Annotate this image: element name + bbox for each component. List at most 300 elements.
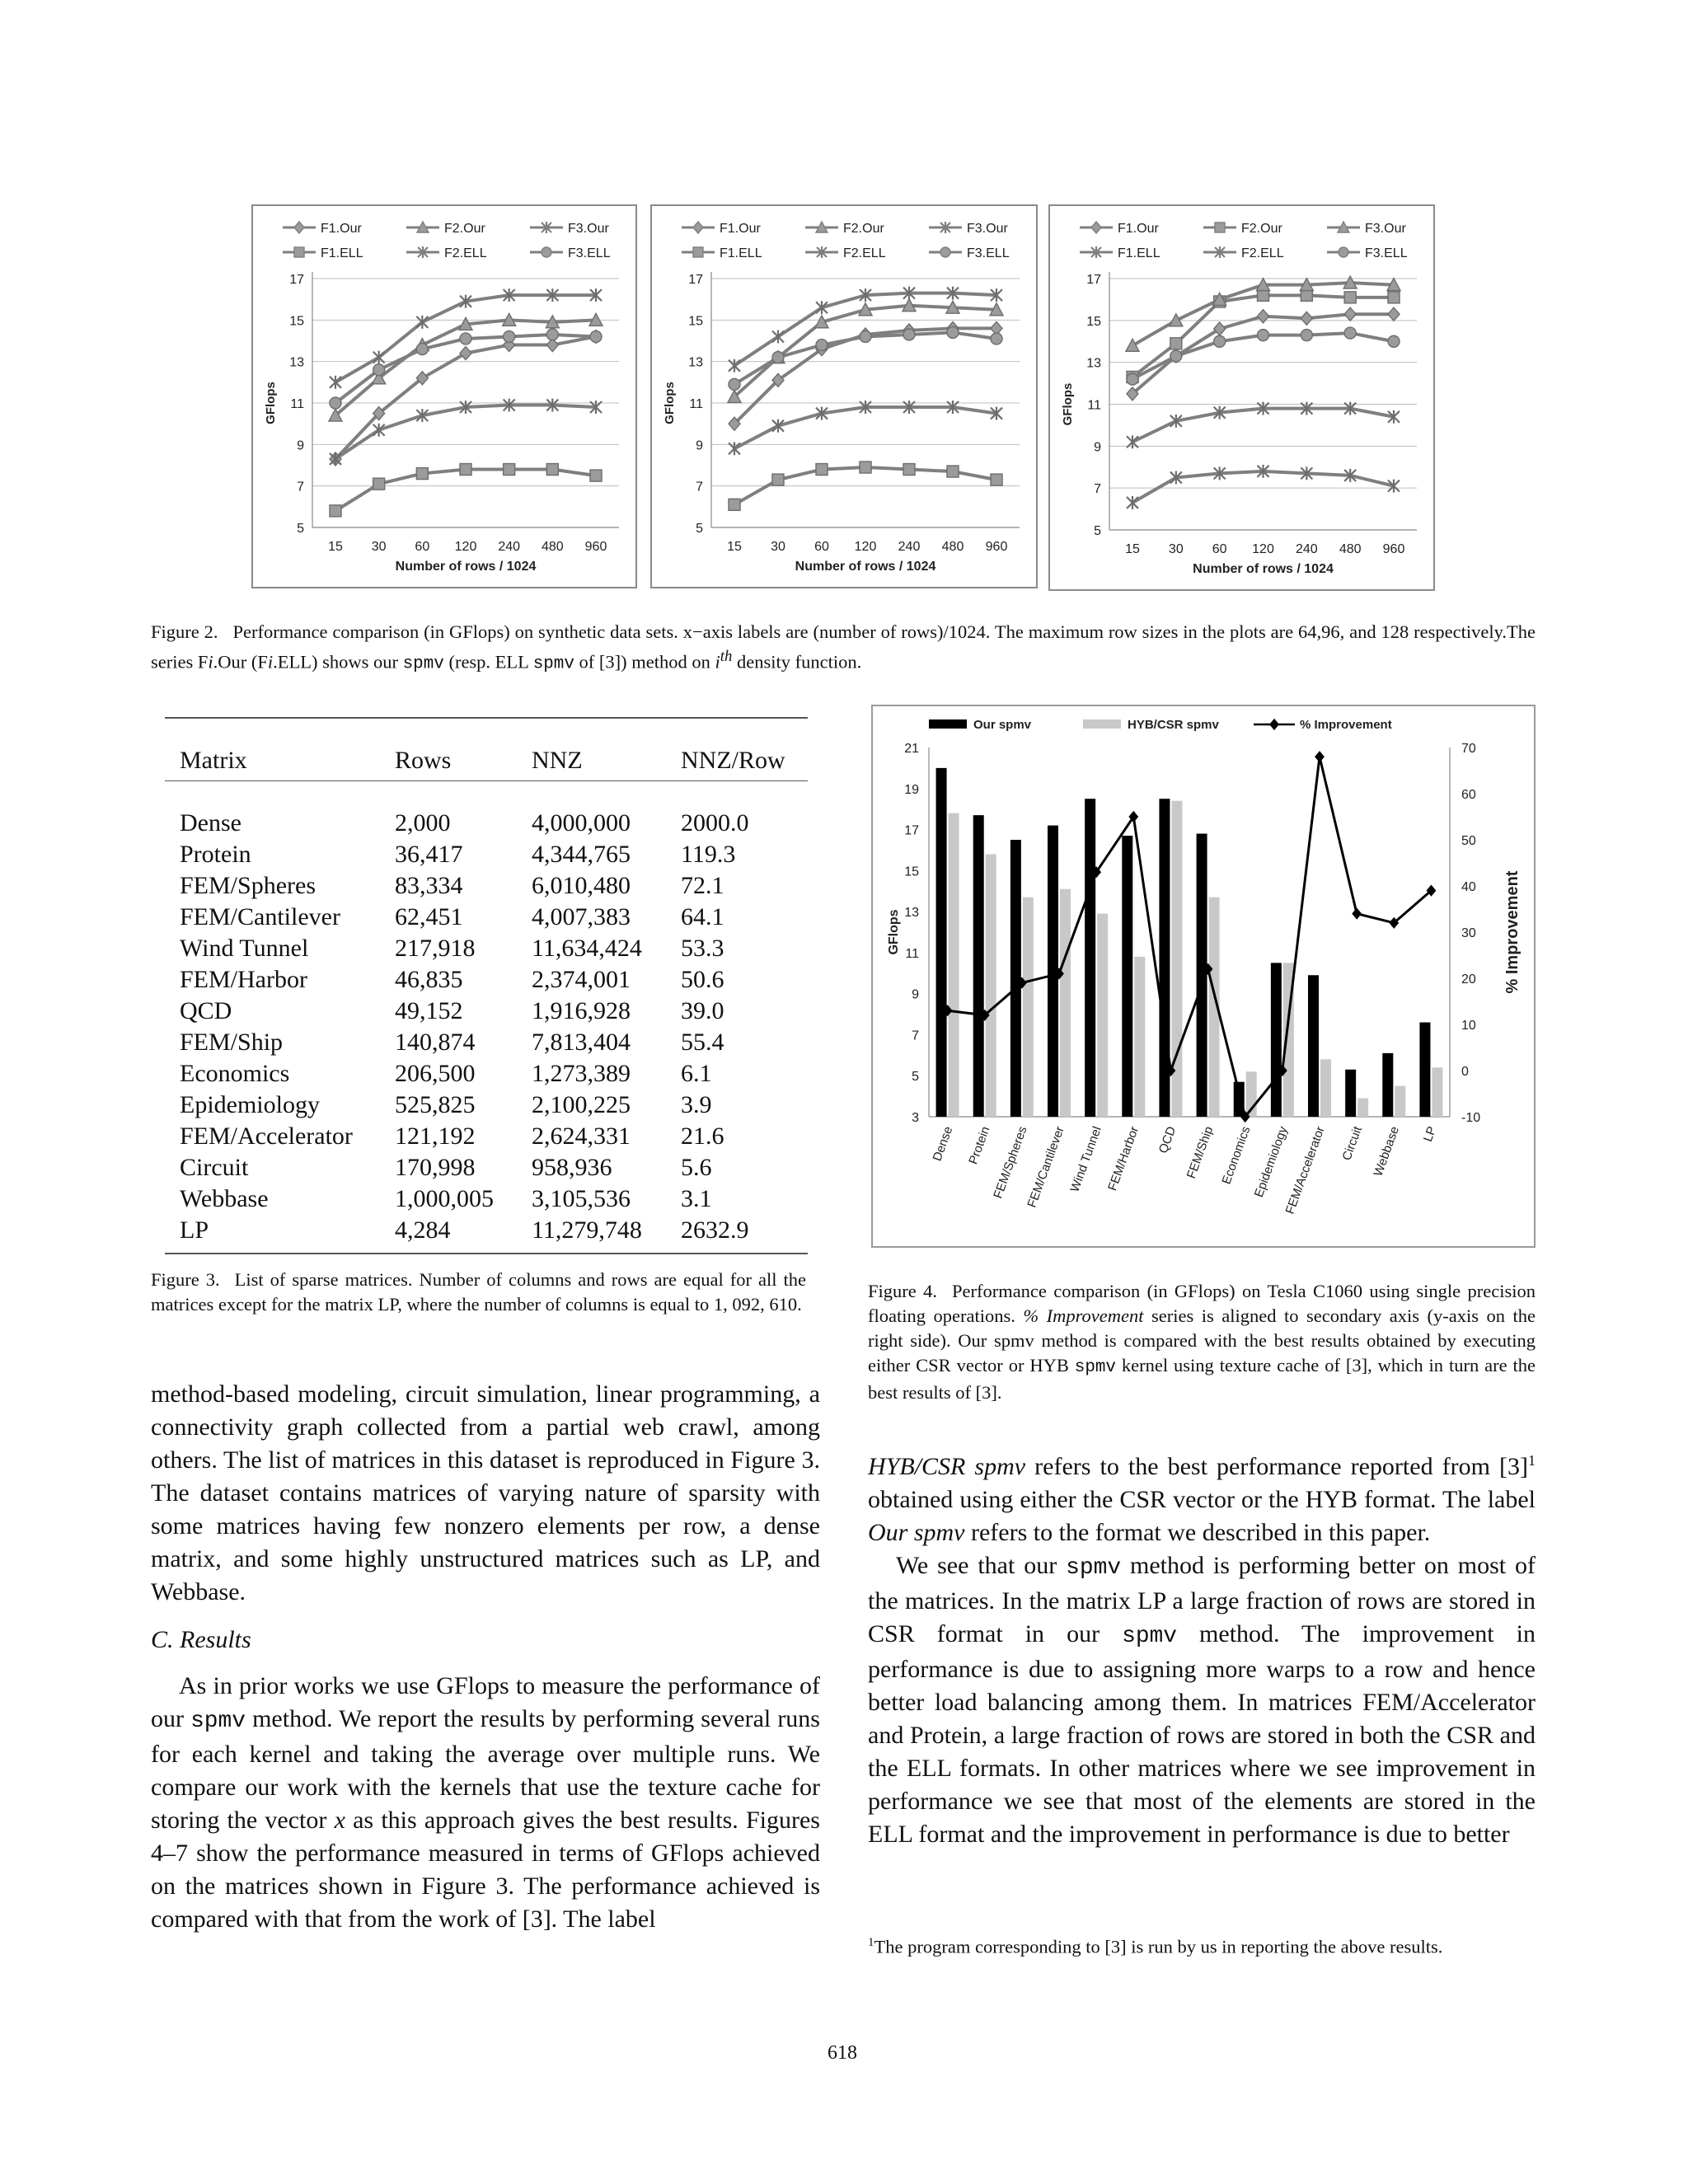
table-cell-rows: 170,998 (395, 1154, 476, 1181)
table-cell-matrix: FEM/Accelerator (180, 1122, 353, 1150)
data-point (590, 330, 602, 342)
data-point (1170, 350, 1182, 362)
right-para-2-code1: spmv (1066, 1555, 1122, 1581)
fig2a-chart (251, 204, 637, 588)
left-para-2-code: spmv (190, 1708, 246, 1734)
fig2-caption-text-e: of [3]) method on (574, 651, 715, 673)
legend-label: F3.Our (568, 222, 609, 236)
table-cell-nnz-row: 119.3 (681, 841, 736, 868)
y-tick-label: 5 (912, 1070, 919, 1085)
y-tick-label: 9 (696, 438, 703, 453)
x-tick-label: 120 (454, 540, 477, 554)
fig2b-chart (650, 204, 1038, 588)
legend-label: F2.Our (843, 222, 884, 236)
legend-label: F2.Our (444, 222, 485, 236)
legend-our-swatch (929, 719, 967, 729)
legend-hyb-swatch (1083, 719, 1121, 729)
bar-hyb-csr-spmv (1395, 1086, 1405, 1117)
data-point (1344, 327, 1356, 339)
x-tick-label: FEM/Harbor (1105, 1124, 1142, 1193)
table-cell-nnz-row: 50.6 (681, 966, 724, 993)
data-point (772, 352, 784, 363)
data-point (460, 333, 471, 344)
fig2-caption-label: Figure 2. (151, 621, 218, 642)
improvement-point (1353, 909, 1361, 919)
data-point (546, 464, 558, 476)
fig4-caption-text-c: kernel using texture cache of [3], which in turn are the best results of [3]. (868, 1355, 1536, 1403)
data-point (1214, 335, 1226, 347)
table-cell-rows: 2,000 (395, 809, 451, 837)
table-row (165, 1183, 796, 1215)
left-para-2-c: as this approach gives the best results. Figures 4–7 show the performance measured in terms of GFlops achieved on the matrices shown in Figure 3. The performance achieved is compared with that from the work of [3]. The label (151, 1807, 820, 1933)
y2-axis-label: % Improvement (1503, 870, 1522, 994)
legend-label: F2.Our (1241, 222, 1282, 236)
legend-label: Our spmv (973, 718, 1032, 732)
table-cell-nnz-row: 3.1 (681, 1185, 712, 1212)
table-row (165, 839, 796, 870)
x-tick-label: Wind Tunnel (1067, 1124, 1104, 1194)
fig3-caption-text: List of sparse matrices. Number of columns and rows are equal for all the matrices except for the matrix LP, where the number of columns is equal to 1, 092, 610. (151, 1269, 806, 1315)
table-cell-nnz: 3,105,536 (532, 1185, 631, 1212)
fig2-caption-text-f: density function. (732, 651, 862, 673)
legend-label: HYB/CSR spmv (1128, 718, 1219, 732)
table-cell-rows: 121,192 (395, 1122, 476, 1150)
bar-our-spmv (1308, 975, 1319, 1117)
fig4-caption-italic: % Improvement (1023, 1305, 1144, 1326)
y2-tick-label: 70 (1461, 742, 1476, 756)
bar-our-spmv (1382, 1053, 1393, 1117)
table-cell-matrix: Webbase (180, 1185, 269, 1212)
table-row (165, 964, 796, 996)
data-point (772, 474, 784, 485)
data-point (1258, 310, 1269, 323)
fig2-caption-i2: i (267, 651, 274, 673)
table-bottom-rule (165, 1253, 808, 1254)
data-point (330, 505, 341, 517)
data-point (991, 333, 1002, 344)
bar-our-spmv (1122, 836, 1132, 1117)
table-cell-matrix: Epidemiology (180, 1091, 320, 1118)
bar-hyb-csr-spmv (1432, 1067, 1442, 1117)
table-cell-rows: 1,000,005 (395, 1185, 494, 1212)
data-point (1388, 335, 1400, 347)
y2-tick-label: 50 (1461, 834, 1476, 848)
table-cell-rows: 217,918 (395, 935, 476, 962)
bar-our-spmv (1345, 1070, 1356, 1117)
table-cell-nnz: 11,634,424 (532, 935, 642, 962)
right-para-1-sup: 1 (1528, 1452, 1536, 1469)
table-cell-matrix: QCD (180, 997, 232, 1024)
x-tick-label: 120 (854, 540, 877, 554)
circle-marker-icon (542, 247, 551, 257)
data-point (1127, 373, 1138, 385)
legend-label: F3.ELL (967, 246, 1010, 260)
data-point (1127, 496, 1138, 509)
square-marker-icon (1215, 223, 1225, 232)
x-tick-label: 30 (1168, 542, 1184, 556)
table-cell-rows: 46,835 (395, 966, 463, 993)
y-tick-label: 15 (688, 314, 703, 329)
table-row (165, 1058, 796, 1090)
fig4-caption-code: spmv (1074, 1358, 1116, 1377)
y-tick-label: 9 (912, 987, 919, 1002)
bar-our-spmv (936, 768, 947, 1117)
table-cell-nnz: 1,273,389 (532, 1060, 631, 1087)
square-marker-icon (294, 247, 304, 257)
fig2-caption-ith: i (715, 651, 720, 673)
table-cell-matrix: FEM/Harbor (180, 966, 307, 993)
footnote-text: The program corresponding to [3] is run by us in reporting the above results. (874, 1936, 1443, 1957)
right-para-2-b: method is performing better on most of the matrices. In the matrix LP a large fraction of rows are stored in CSR format in our (868, 1552, 1536, 1647)
table-header-rule (165, 780, 808, 781)
data-point (947, 326, 959, 338)
right-para-1-b: obtained using either the CSR vector or the HYB format. The label (868, 1486, 1536, 1513)
left-para-2-a: As in prior works we use GFlops to measure the performance of our (151, 1672, 820, 1732)
data-point (330, 376, 341, 389)
x-tick-label: 240 (498, 540, 521, 554)
x-tick-label: FEM/Ship (1184, 1124, 1217, 1181)
legend-label: F3.Our (1365, 222, 1406, 236)
y-axis-label: GFlops (887, 909, 901, 955)
table-header-row (165, 745, 796, 776)
table-cell-nnz-row: 2632.9 (681, 1216, 749, 1244)
data-point (1344, 292, 1356, 303)
fig4-caption-text-b: series is aligned to secondary axis (y-axis on the right side). Our spmv method is compared with the best results obtained by executing either CSR vector or HYB (868, 1305, 1536, 1376)
right-column (868, 1444, 1536, 1851)
data-point (460, 464, 471, 476)
data-point (590, 470, 602, 481)
table-cell-rows: 525,825 (395, 1091, 476, 1118)
fig2c-svg (1050, 206, 1433, 589)
left-para-2 (151, 1670, 820, 1936)
fig2-caption-text-a: Performance comparison (in GFlops) on synthetic data sets. x−axis labels are (number of rows)/1024. The maximum row sizes in the plots are 64,96, and 128 respectively.The series F (151, 621, 1536, 673)
data-point (729, 359, 740, 373)
fig2-caption-i1: i (208, 651, 213, 673)
table-cell-matrix: FEM/Spheres (180, 872, 316, 899)
table-cell-nnz: 6,010,480 (532, 872, 631, 899)
data-point (1388, 307, 1400, 321)
y-tick-label: 17 (688, 273, 703, 287)
x-tick-label: 60 (814, 540, 829, 554)
table-cell-nnz: 4,007,383 (532, 903, 631, 930)
y-tick-label: 7 (912, 1029, 919, 1043)
x-tick-label: 30 (771, 540, 785, 554)
x-tick-label: 120 (1252, 542, 1274, 556)
y-tick-label: 11 (905, 946, 919, 961)
y2-tick-label: 20 (1461, 972, 1476, 987)
x-tick-label: Webbase (1371, 1124, 1403, 1179)
fig4-caption-label: Figure 4. (868, 1281, 937, 1301)
data-point (903, 464, 915, 476)
legend-label: F1.ELL (720, 246, 762, 260)
x-tick-label: Protein (966, 1124, 993, 1167)
data-point (1258, 289, 1269, 301)
right-para-1-i2: Our spmv (868, 1519, 965, 1546)
bar-hyb-csr-spmv (1097, 914, 1108, 1117)
fig4-caption (868, 1279, 1536, 1405)
data-point (1126, 339, 1139, 351)
right-para-1 (868, 1444, 1536, 1549)
fig2b-svg (652, 206, 1036, 587)
page-number: 618 (828, 2042, 857, 2064)
data-point (546, 329, 558, 340)
right-para-1-a: refers to the best performance reported from [3] (1025, 1453, 1529, 1480)
y-tick-label: 9 (297, 438, 304, 453)
x-tick-label: LP (1420, 1124, 1440, 1144)
bar-our-spmv (1271, 963, 1282, 1117)
table-cell-matrix: Wind Tunnel (180, 935, 309, 962)
y-tick-label: 5 (297, 522, 304, 536)
fig4-svg (873, 706, 1534, 1246)
x-tick-label: FEM/Spheres (991, 1124, 1030, 1201)
fig2c-chart (1048, 204, 1435, 591)
y-tick-label: 15 (904, 865, 919, 879)
header-nnz-row: NNZ/Row (681, 747, 785, 774)
bar-hyb-csr-spmv (1060, 889, 1071, 1117)
x-tick-label: 480 (941, 540, 964, 554)
legend-label: F1.ELL (321, 246, 363, 260)
data-point (991, 474, 1002, 485)
legend-label: F1.Our (1118, 222, 1159, 236)
bar-hyb-csr-spmv (949, 813, 959, 1117)
data-point (729, 442, 740, 455)
x-tick-label: 960 (1382, 542, 1405, 556)
table-row (165, 1090, 796, 1121)
fig2-caption (151, 620, 1536, 677)
diamond-marker-icon (1091, 222, 1101, 233)
y-tick-label: 3 (912, 1111, 919, 1125)
y-tick-label: 11 (1087, 398, 1101, 413)
y-tick-label: 13 (1086, 356, 1101, 371)
legend-label: F3.Our (967, 222, 1008, 236)
diamond-marker-icon (693, 222, 703, 233)
left-para-2-b: method. We report the results by performing several runs for each kernel and taking the average over multiple runs. We compare our work with the kernels that use the texture cache for storing the vector (151, 1705, 820, 1834)
y-tick-label: 5 (696, 522, 703, 536)
data-point (416, 316, 428, 329)
table-row (165, 996, 796, 1027)
table-cell-nnz-row: 3.9 (681, 1091, 712, 1118)
data-point (373, 478, 385, 490)
data-point (860, 462, 871, 473)
y-tick-label: 11 (689, 397, 703, 411)
y-tick-label: 17 (1086, 273, 1101, 287)
x-tick-label: Epidemiology (1251, 1124, 1291, 1199)
data-point (460, 347, 471, 360)
table-row (165, 902, 796, 933)
table-cell-matrix: LP (180, 1216, 209, 1244)
x-tick-label: FEM/Accelerator (1282, 1124, 1328, 1216)
left-column (151, 1378, 820, 1936)
x-axis-label: Number of rows / 1024 (395, 560, 537, 574)
fig2-caption-text-d: (resp. ELL (443, 651, 533, 673)
right-para-2-code2: spmv (1122, 1624, 1178, 1649)
y2-tick-label: 0 (1461, 1065, 1469, 1079)
circle-marker-icon (940, 247, 950, 257)
bar-our-spmv (1085, 799, 1095, 1117)
data-point (373, 364, 385, 376)
y-tick-label: 5 (1094, 524, 1101, 538)
fig4-caption-text-a: Performance comparison (in GFlops) on Tesla C1060 using single precision floating operations. (868, 1281, 1536, 1326)
y-tick-label: 11 (290, 397, 304, 411)
fig2-caption-code2: spmv (532, 654, 574, 674)
y-tick-label: 17 (904, 823, 919, 838)
left-para-2-x: x (334, 1807, 345, 1834)
x-tick-label: 480 (1339, 542, 1362, 556)
right-para-1-i1: HYB/CSR spmv (868, 1453, 1026, 1480)
legend-label: F3.ELL (1365, 246, 1408, 260)
diamond-marker-icon (294, 222, 304, 233)
legend-label: % Improvement (1300, 718, 1392, 732)
table-cell-rows: 4,284 (395, 1216, 451, 1244)
y-axis-label: GFlops (264, 382, 278, 424)
table-cell-rows: 206,500 (395, 1060, 476, 1087)
y2-tick-label: 10 (1461, 1019, 1476, 1033)
x-axis-label: Number of rows / 1024 (1193, 562, 1334, 576)
legend-label: F2.ELL (444, 246, 487, 260)
table-row (165, 1027, 796, 1058)
x-tick-label: Circuit (1339, 1124, 1365, 1163)
circle-marker-icon (1339, 247, 1348, 257)
table-cell-nnz-row: 39.0 (681, 997, 724, 1024)
legend-label: F2.ELL (843, 246, 886, 260)
fig3-caption (151, 1268, 806, 1317)
table-cell-nnz-row: 72.1 (681, 872, 724, 899)
y-tick-label: 15 (289, 314, 304, 329)
table-cell-nnz-row: 2000.0 (681, 809, 749, 837)
matrix-table (165, 745, 796, 1246)
x-tick-label: 480 (541, 540, 564, 554)
y2-tick-label: 30 (1461, 926, 1476, 940)
table-cell-nnz: 1,916,928 (532, 997, 631, 1024)
data-point (903, 329, 915, 340)
table-cell-rows: 140,874 (395, 1029, 476, 1056)
bar-hyb-csr-spmv (1320, 1059, 1331, 1117)
table-cell-nnz-row: 64.1 (681, 903, 724, 930)
table-row (165, 776, 796, 839)
table-row (165, 933, 796, 964)
y-tick-label: 7 (297, 480, 304, 494)
y-tick-label: 7 (696, 480, 703, 494)
table-cell-nnz: 7,813,404 (532, 1029, 631, 1056)
data-point (1127, 435, 1138, 448)
x-tick-label: 240 (1295, 542, 1318, 556)
data-point (1388, 292, 1400, 303)
table-cell-nnz: 11,279,748 (532, 1216, 642, 1244)
x-tick-label: 960 (584, 540, 607, 554)
y-tick-label: 19 (904, 782, 919, 797)
data-point (860, 330, 871, 342)
data-point (816, 464, 828, 476)
data-point (816, 340, 828, 351)
fig4-chart (871, 705, 1536, 1248)
fig2-caption-text-c: .ELL) shows our (273, 651, 403, 673)
y-tick-label: 17 (289, 273, 304, 287)
bar-hyb-csr-spmv (1357, 1099, 1368, 1117)
right-para-2-c: method. The improvement in performance is due to assigning more warps to a row and hence better load balancing among them. In matrices FEM/Accelerator and Protein, a large fraction of rows are stored in both the CSR and the ELL formats. In other matrices where we see improvement in performance we see that most of the elements are stored in the ELL format and the improvement in performance is due to better (868, 1620, 1536, 1848)
y-tick-label: 15 (1086, 314, 1101, 329)
legend-label: F1.Our (321, 222, 362, 236)
table-row (165, 1152, 796, 1183)
y-axis-label: GFlops (1061, 382, 1075, 426)
x-tick-label: 240 (898, 540, 921, 554)
table-cell-rows: 49,152 (395, 997, 463, 1024)
square-marker-icon (693, 247, 703, 257)
data-point (729, 378, 740, 390)
data-point (416, 468, 428, 480)
table-row (165, 1121, 796, 1152)
data-point (729, 499, 740, 510)
data-point (1301, 330, 1312, 341)
y-tick-label: 13 (688, 355, 703, 370)
data-point (1258, 330, 1269, 341)
table-cell-nnz: 4,344,765 (532, 841, 631, 868)
data-point (1170, 338, 1182, 349)
legend-label: F1.Our (720, 222, 761, 236)
table-top-rule (165, 717, 808, 719)
table-cell-matrix: Circuit (180, 1154, 249, 1181)
table-cell-rows: 62,451 (395, 903, 463, 930)
table-cell-matrix: FEM/Ship (180, 1029, 284, 1056)
x-tick-label: QCD (1156, 1124, 1179, 1155)
footnote (868, 1930, 1536, 1960)
data-point (1301, 289, 1312, 301)
table-cell-nnz: 2,100,225 (532, 1091, 631, 1118)
table-cell-rows: 36,417 (395, 841, 463, 868)
fig2-caption-th: th (720, 648, 733, 665)
table-cell-nnz: 2,624,331 (532, 1122, 631, 1150)
header-rows: Rows (395, 747, 452, 774)
header-matrix: Matrix (180, 747, 247, 774)
table-cell-nnz-row: 6.1 (681, 1060, 712, 1087)
table-cell-matrix: Economics (180, 1060, 290, 1087)
left-para-1: method-based modeling, circuit simulation, linear programming, a connectivity graph collected from a partial web crawl, among others. The list of matrices in this dataset is reproduced in Figure 3. The dataset contains matrices of varying nature of sparsity with some matrices having few nonzero elements per row, a dense matrix, and some highly unstructured matrices such as LP, and Webbase. (151, 1380, 820, 1605)
table-cell-nnz-row: 5.6 (681, 1154, 712, 1181)
data-point (504, 464, 515, 476)
x-tick-label: 60 (1212, 542, 1227, 556)
y-tick-label: 13 (904, 906, 919, 921)
x-axis-label: Number of rows / 1024 (795, 560, 936, 574)
y2-tick-label: 60 (1461, 788, 1476, 802)
x-tick-label: Economics (1219, 1124, 1254, 1187)
table-row (165, 870, 796, 902)
x-tick-label: FEM/Cantilever (1025, 1124, 1067, 1210)
right-para-2 (868, 1549, 1536, 1851)
data-point (373, 351, 385, 364)
data-point (1301, 312, 1312, 325)
bar-our-spmv (973, 815, 984, 1117)
y-tick-label: 7 (1094, 482, 1101, 497)
x-tick-label: 60 (415, 540, 430, 554)
table-cell-nnz-row: 55.4 (681, 1029, 724, 1056)
footnote-sup: 1 (868, 1936, 874, 1949)
x-tick-label: 30 (371, 540, 387, 554)
table-cell-matrix: FEM/Cantilever (180, 903, 340, 930)
data-point (1344, 307, 1356, 321)
data-point (947, 466, 959, 477)
section-heading: C. Results (151, 1626, 251, 1653)
table-cell-nnz-row: 21.6 (681, 1122, 724, 1150)
table-body (165, 776, 796, 1246)
data-point (330, 397, 341, 409)
x-tick-label: 15 (1125, 542, 1140, 556)
right-para-1-c: refers to the format we described in this paper. (964, 1519, 1431, 1546)
bar-our-spmv (1010, 840, 1021, 1117)
x-tick-label: 15 (727, 540, 742, 554)
bar-hyb-csr-spmv (986, 854, 996, 1117)
table-cell-nnz: 4,000,000 (532, 809, 631, 837)
legend-label: F2.ELL (1241, 246, 1284, 260)
bar-hyb-csr-spmv (1134, 957, 1145, 1117)
